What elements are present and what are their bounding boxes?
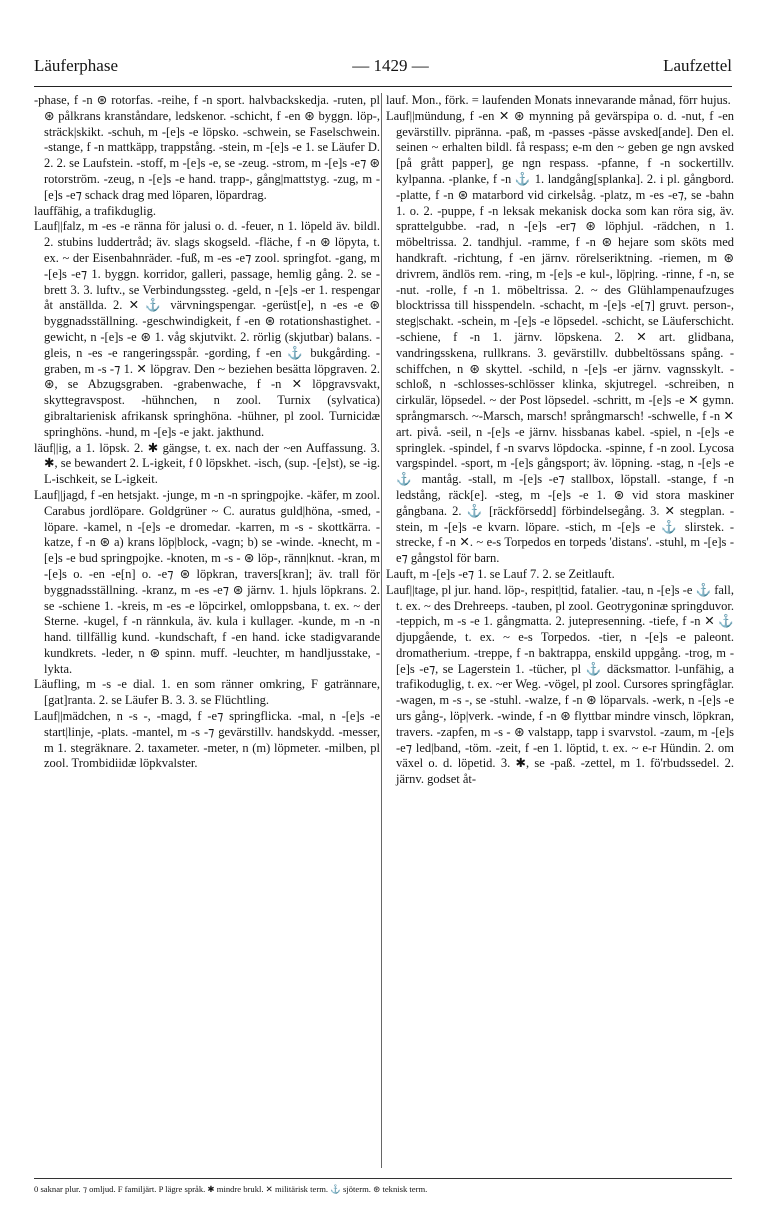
entry: Lauf||mündung, f -en ✕ ⊛ mynning på gevärspipa o. d. -nut, f -en gevärstillv. pipränna. -paß, m -passes -pässe avsked[ande]. Den el. seinen ~ erhalten bildl. få respass; e-m den ~ geben ge ngn avsked [på grått papper], ge ngn respass. -pfanne, f -n sockertillv. kylpanna. -planke, f -n ⚓ 1. landgång[splanka]. 2. i pl. gångbord. -platte, f -n ⊛ matarbord vid cirkelsåg. -platz, m -es -e⁊, se -bahn 1. o. 2. -puppe, f -n leksak mekanisk docka som kan röra sig, äv. sprattelgubbe. -rad, n -[e]s -er⁊ ⊛ löphjul. -rädchen, n 1. möbeltrissa. 2. tandhjul. -ramme, f -n ⊛ hejare som sköts med handkraft. -richtung, f -en järnv. rörelseriktning. -riemen, m ⊛ drivrem, ändlös rem. -ring, m -[e]s -e kul-, löp|ring. -rinne, f -n, se -nut. -rolle, f -n 1. möbeltrissa. 2. ~ des Glühlampenaufzuges blocktrissa till hisspendeln. -schacht, m -[e]s -e[⁊] gruvt. person-, steg|schakt. -schein, m -[e]s -e löpsedel. -schicht, se Läuferschicht. -schiene, f -n 1. järnv. löpskena. 2. ✕ art. glidbana, vandringsskena, rullkrans. 3. gevärstillv. dubbeltössans spång. -schiffchen, n ⊛ skyttel. -schild, n -[e]s -er järnv. vagnsskylt. -schloß, n -schlosses-schlösser klinka, skjutregel. -schreiben, n cirkulär, löpsedel. ~ der Post löpsedel. -schritt, m -[e]s -e ✕ gymn. språngmarsch. ~-Marsch, marsch! språngmarsch! -schwelle, f -n ✕ art. pivå. -seil, n -[e]s -e järnv. hissbanas kabel. -spiel, n -[e]s -e springlek. -spindel, f -n svarvs löpdocka. -spinne, f -n zool. Lycosa vargspindel. -sport, m -[e]s gångsport; äv. löpning. -stag, n -[e]s -e ⚓ mantåg. -stall, m -[e]s -e⁊ stallbox, löpstall. -stange, f -n ledstång, räck[e]. -steg, m -[e]s -e 1. ⊛ vid stora maskiner gångbana. 2. ⚓ [räckförsedd] förbindelsegång. 3. ✕ stegplan. -stein, m -[e]s -e kvarn. löpare. -stich, m -[e]s -e ⚓ slirstek. -strecke, f -n ✕. ~ e-s Torpedos en torpeds 'distans'. -stuhl, m -[e]s -e⁊ gångstol för barn. xyxy=(386,108,734,566)
page-number: — 1429 — xyxy=(352,56,429,75)
entry: Lauf||tage, pl jur. hand. löp-, respit|tid, fatalier. -tau, n -[e]s -e ⚓ fall, t. ex. ~ des Drehreeps. -tauben, pl zool. Geotrygoninæ springduvor. -teppich, m -s -e 1. gångmatta. 2. jutepresenning. -tiefe, f -n ✕ ⚓ djupgående, t. ex. ~ e-s Torpedos. -tier, n -[e]s -e paleont. dromatherium. -treppe, f -n baktrappa, enskild uppgång. -trog, m -[e]s -e⁊, se Lagerstein 1. -tücher, pl ⚓ däcksmattor. l-unfähig, a trafikoduglig, t. ex. ~er Weg. -vögel, pl zool. Cursores springfåglar. -wagen, m -s -, se -stuhl. -walze, f -n ⊛ löparvals. -werk, n -[e]s -e urs gång-, löp|verk. -winde, f -n ⊛ flyttbar mindre vinsch, löpkran, travers. -zapfen, m -s - ⊛ valstapp, tapp i svarvstol. -zaum, m -[e]s -e⁊ led|band, -töm. -zeit, f -en 1. löptid, t. ex. ~ e-r Hündin. 2. om växel o. d. löpetid. 3. ✱, se -paß. -zettel, m 1. fö'rbudssedel. 2. järnv. godset åt- xyxy=(386,582,734,787)
header-rule xyxy=(34,86,732,87)
footer-rule xyxy=(34,1178,732,1179)
page-header xyxy=(34,56,732,82)
entry: Lauf||mädchen, n -s -, -magd, f -e⁊ springflicka. -mal, n -[e]s -e start|linje, -plats. -mantel, m -s -⁊ gevärstillv. handskydd. -messer, m 1. stegräknare. 2. taxameter. -meter, n (m) löpmeter. -milben, pl zool. Trombidiidæ löpkvalster. xyxy=(34,709,380,771)
entry: Lauft, m -[e]s -e⁊ 1. se Lauf 7. 2. se Zeitlauft. xyxy=(386,566,615,581)
entry: -phase, f -n ⊛ rotorfas. -reihe, f -n sport. halvbackskedja. -ruten, pl ⊛ pålkrans kranståndare, ledskenor. -schicht, f -en ⊛ byggn. löp-, sträck|skikt. -schuh, m -[e]s -e löpsko. -schwein, se Faselschwein. -stange, f -n mattkäpp, trappstång. -stein, m -[e]s -e 1. se Läufer D. 2. 2. se Laufstein. -stoff, m -[e]s -e, se -zeug. -strom, m -[e]s -e⁊ ⊛ rotorström. -zeug, n -[e]s -e hand. trapp-, gång|mattstyg. -zug, m -[e]s -e⁊ schack drag med löparen, löpardrag. xyxy=(34,93,380,202)
left-column xyxy=(34,93,380,1168)
column-divider xyxy=(381,93,382,1168)
header-left-guide-word: Läuferphase xyxy=(34,56,119,75)
entry: Läufling, m -s -e dial. 1. en som ränner omkring, F gatrännare, [gat]ranta. 2. se Läufer B. 3. 3. se Flüchtling. xyxy=(34,677,380,708)
entry: Lauf||jagd, f -en hetsjakt. -junge, m -n -n springpojke. -käfer, m zool. Carabus jordlöpare. Goldgrüner ~ C. auratus guld|höna, -smed, -löpare. -kamel, n -[e]s -e dromedar. -karren, m -s - skottkärra. -katze, f -n ⊛ a) krans löp|block, -vagn; b) se -winde. -knecht, m -[e]s -e bud springpojke. -knoten, m -s - ⊛ löp-, ränn|knut. -kran, m -[e]s o. -en -e[n] o. -e⁊ ⊛ löpkran, travers[kran]; äv. trall för byggnadsställning. -kranz, m -es -e⁊ ⊛ järnv. 1. hjuls löpkrans. 2. se -schiene 1. -kreis, m -es -e löpcirkel, omloppsbana, t. ex. ~ der Sterne. -kugel, f -n rännkula, äv. kula i kullager. -kunde, m -n -n hand. tillfällig kund. -kundschaft, f -en hand. icke stadigvarande kundkrets. -leder, n ⊛ spinn. muff. -leuchter, m handljusstake, -lykta. xyxy=(34,487,380,676)
right-column xyxy=(386,93,734,1168)
entry: lauffähig, a trafikduglig. xyxy=(34,203,156,218)
entry: lauf. Mon., förk. = laufenden Monats innevarande månad, förr hujus. xyxy=(386,93,731,107)
entry: läuf||ig, a 1. löpsk. 2. ✱ gängse, t. ex. nach der ~en Auffassung. 3. ✱, se bewandert 2. L-igkeit, f 0 löpskhet. -isch, (sup. -[e]st), se -ig. L-ischkeit, se L-igkeit. xyxy=(34,440,380,487)
header-right-guide-word: Laufzettel xyxy=(663,56,732,75)
abbreviation-legend: 0 saknar plur. ⁊ omljud. F familjärt. P lägre språk. ✱ mindre brukl. ✕ militärisk term. ⚓ sjöterm. ⊛ teknisk term. xyxy=(34,1184,428,1194)
entry: Lauf||falz, m -es -e ränna för jalusi o. d. -feuer, n 1. löpeld äv. bildl. 2. stubins luddertråd; äv. slags skogseld. -fläche, f -n ⊛ löpyta, t. ex. ~ der Eisenbahnräder. -fuß, m -es -e⁊ zool. springfot. -gang, m -[e]s -e⁊ 1. byggn. korridor, galleri, passage, hemlig gång. 2. se -brett 3. 3. luftv., se Verbindungssteg. -geld, n -[e]s -er 1. respengar åt anställda. 2. ✕ ⚓ värvningspengar. -gerüst[e], n -es -e ⊛ byggnadsställning. -geschwindigkeit, f -en ⊛ rotationshastighet. -gewicht, n -[e]s -e ⊛ 1. våg skjutvikt. 2. rörlig (skjutbar) balans. -gleis, n -es -e rangeringsspår. -gording, f -en ⚓ bukgårding. -graben, m -s -⁊ 1. ✕ löpgrav. Den ~ beziehen besätta löpgraven. 2. ⊛, se Abzugsgraben. -grabenwache, f -n ✕ löpgravsvakt, skyttegravspost. -hühnchen, n zool. Turnix (sylvatica) gibraltarienisk afrikansk springhöna. -hühner, pl zool. Turnicidæ springhöns. -hund, m -[e]s -e jakt. jakthund. xyxy=(34,219,380,439)
